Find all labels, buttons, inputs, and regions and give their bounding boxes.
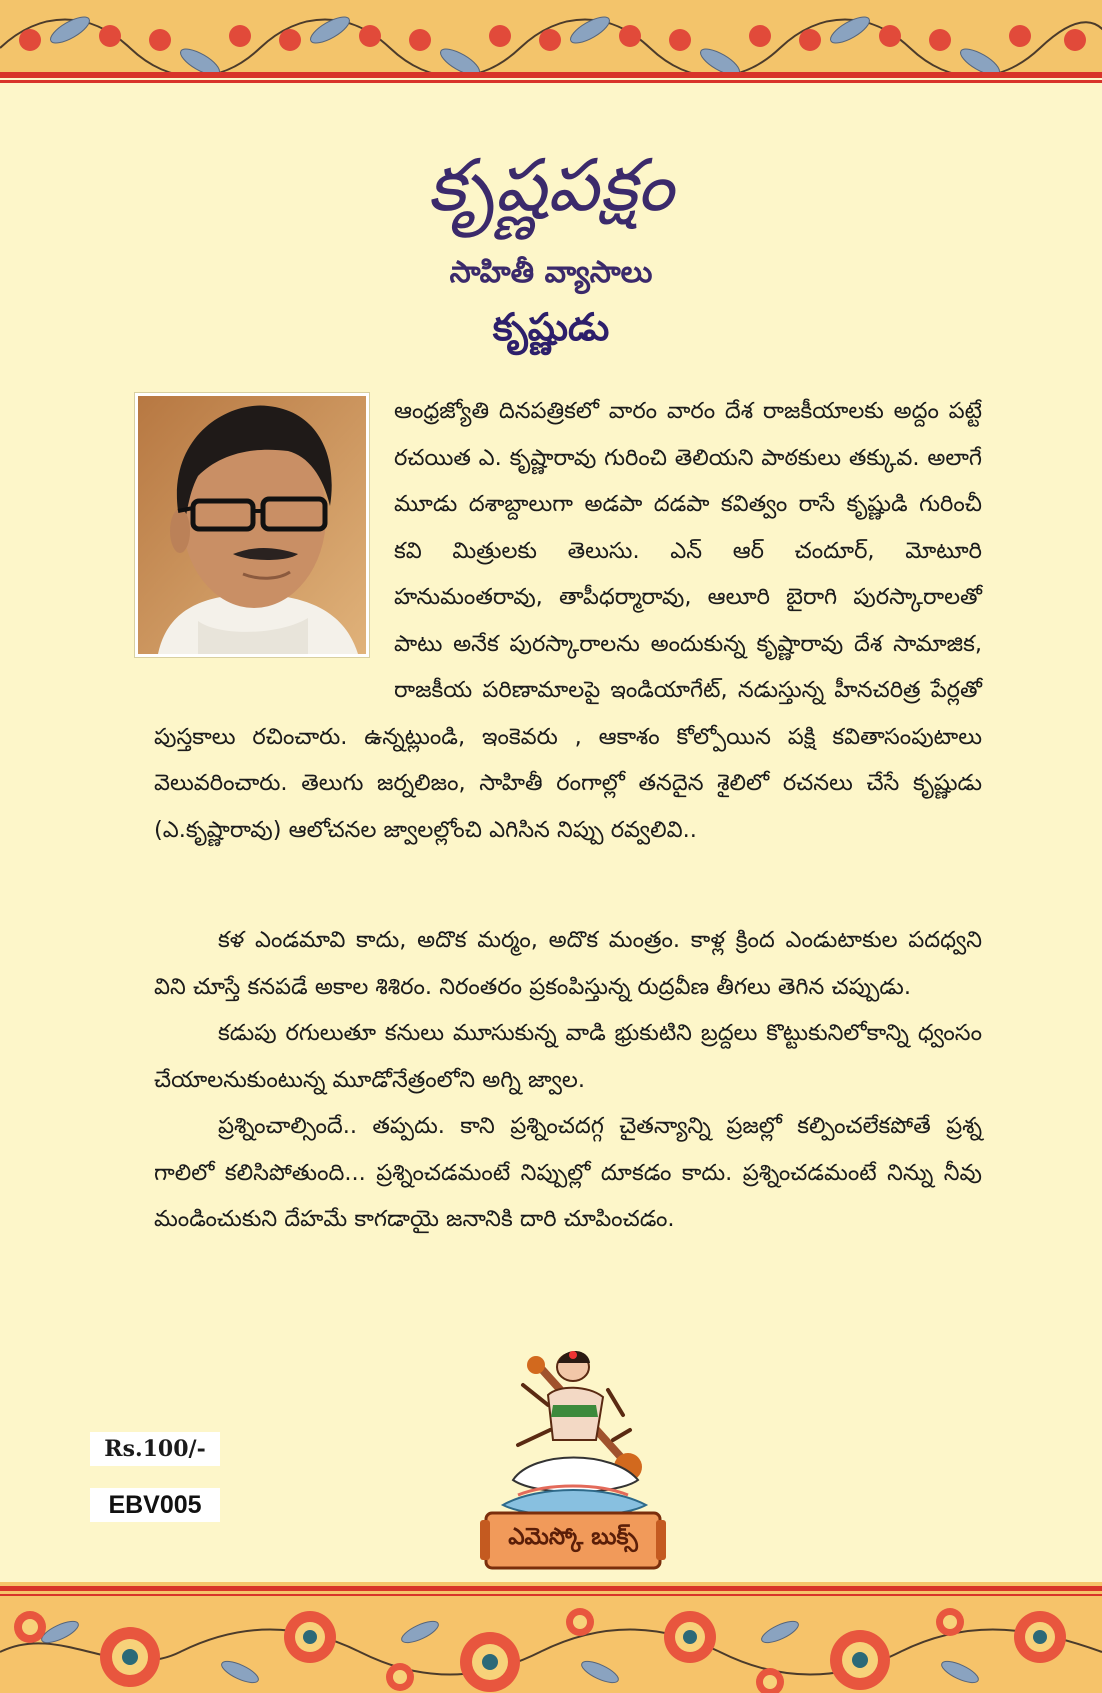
book-code: EBV005 bbox=[90, 1488, 220, 1522]
blurb-paragraph-2: కళ ఎండమావి కాదు, అదొక మర్మం, అదొక మంత్రం. కాళ్ల క్రింద ఎండుటాకుల పదధ్వని విని చూస్తే కనపడే అకాల శిశిరం. నిరంతరం ప్రకంపిస్తున్న రుద్రవీణ తీగలు తెగిన చప్పుడు. bbox=[154, 927, 982, 1000]
blurb-paragraph-1 bbox=[154, 388, 982, 853]
top-floral-border-icon bbox=[0, 0, 1102, 92]
price-label: Rs.100/- bbox=[90, 1432, 220, 1466]
book-subtitle: సాహితీ వ్యాసాలు bbox=[449, 255, 653, 290]
publisher-name: ఎమెస్కో బుక్స్ bbox=[508, 1524, 638, 1550]
blurb-paragraph-3: కడుపు రగులుతూ కనులు మూసుకున్న వాడి భ్రుకుటిని బ్రద్దలు కొట్టుకునిలోకాన్ని ధ్వంసం చేయాలనుకుంటున్న మూడోనేత్రంలోని అగ్ని జ్వాల. bbox=[154, 1020, 982, 1093]
bottom-floral-border-icon bbox=[0, 1582, 1102, 1693]
blurb-paragraph-4: ప్రశ్నించాల్సిందే.. తప్పదు. కాని ప్రశ్నించదగ్గ చైతన్యాన్ని ప్రజల్లో కల్పించలేకపోతే ప్రశ్న గాలిలో కలిసిపోతుంది... ప్రశ్నించడమంటే నిప్పుల్లో దూకడం కాదు. ప్రశ్నించడమంటే నిన్ను నీవు మండించుకుని దేహమే కాగడాయై జనానికి దారి చూపించడం. bbox=[154, 1113, 982, 1232]
blurb-paragraphs bbox=[154, 917, 982, 1243]
photo-spacer bbox=[154, 388, 394, 708]
blurb-text-1: ఆంధ్రజ్యోతి దినపత్రికలో వారం వారం దేశ రాజకీయాలకు అద్దం పట్టే రచయిత ఎ. కృష్ణారావు గురించి తెలియని పాఠకులు తక్కువ. అలాగే మూడు దశాబ్దాలుగా అడపా దడపా కవిత్వం రాసే కృష్ణుడి గురించీ కవి మిత్రులకు తెలుసు. ఎన్ ఆర్ చందూర్, మోటూరి హనుమంతరావు, తాపీధర్మారావు, ఆలూరి బైరాగి పురస్కారాలతో పాటు అనేక పురస్కారాలను అందుకున్న కృష్ణారావు దేశ సామాజిక, రాజకీయ పరిణామాలపై ఇండియాగేట్, నడుస్తున్న హీనచరిత్ర పేర్లతో పుస్తకాలు రచించారు. ఉన్నట్లుండి, ఇంకెవరు , ఆకాశం కోల్పోయిన పక్షి కవితాసంపుటాలు వెలువరించారు. తెలుగు జర్నలిజం, సాహితీ రంగాల్లో తనదైన శైలిలో రచనలు చేసే కృష్ణుడు (ఎ.కృష్ణారావు) ఆలోచనల జ్వాలల్లోంచి ఎగిసిన నిప్పు రవ్వలివి.. bbox=[154, 398, 982, 843]
author-name: కృష్ణుడు bbox=[492, 305, 610, 349]
book-title: కృష్ణపక్షం bbox=[427, 143, 675, 227]
